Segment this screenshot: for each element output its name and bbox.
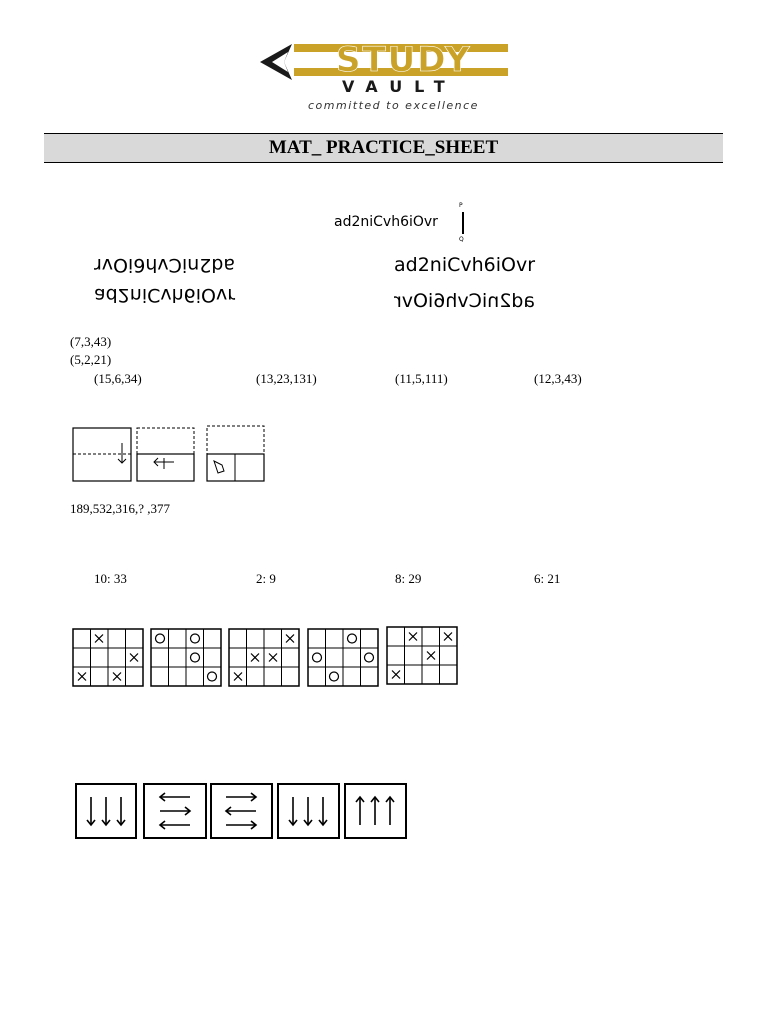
logo-tagline: committed to excellence [308, 99, 479, 112]
arrow-box-2 [144, 784, 206, 838]
logo-brand-top: STUDY [336, 40, 472, 80]
arrow-box-figures [74, 781, 410, 841]
cross-icon [286, 635, 294, 643]
study-vault-logo [258, 38, 512, 114]
ratio-option-1: 10: 33 [94, 571, 127, 586]
series-option-3: (11,5,111) [395, 371, 448, 386]
arrow-right-icon [226, 793, 256, 801]
folded-shape-icon [214, 461, 224, 473]
fold-figure-1 [73, 428, 131, 481]
arrow-box-1 [76, 784, 136, 838]
series-option-4: (12,3,43) [534, 371, 582, 386]
symbol-grid-2 [151, 629, 221, 686]
number-series-question: 189,532,316,? ,377 [70, 501, 171, 516]
arrow-down-icon [87, 797, 95, 825]
ratio-option-4: 6: 21 [534, 571, 561, 586]
cross-icon [392, 671, 400, 679]
symbol-grid-5 [387, 627, 457, 684]
series-given-2: (5,2,21) [70, 352, 112, 367]
arrow-up-icon [386, 797, 394, 825]
symbol-grid-figures [72, 626, 460, 690]
circle-icon [208, 672, 217, 681]
cross-icon [113, 673, 121, 681]
mirror-question-word: ad2niCvh6iOvr [334, 214, 438, 230]
cross-icon [409, 633, 417, 641]
circle-icon [156, 634, 165, 643]
fold-figure-3 [207, 426, 264, 481]
arrow-left-icon [160, 793, 190, 801]
symbol-grid-4 [308, 629, 378, 686]
cross-icon [269, 654, 277, 662]
cross-icon [234, 673, 242, 681]
logo-graphic [258, 38, 512, 114]
series-option-2: (13,23,131) [256, 371, 317, 386]
arrow-left-icon [226, 807, 256, 815]
cross-icon [427, 652, 435, 660]
sheet-title: MAT_ PRACTICE_SHEET [268, 137, 499, 158]
mirror-option-3: ad2niCvh6iOvr [394, 254, 536, 276]
symbol-grid-3 [229, 629, 299, 686]
arrow-box-5 [345, 784, 406, 838]
circle-icon [191, 634, 200, 643]
arrow-down-icon [117, 797, 125, 825]
logo-brand-bottom: VAULT [342, 77, 457, 96]
mirror-option-2: ad2niCvh6iOvr [94, 284, 236, 306]
circle-icon [313, 653, 322, 662]
fold-figure-2 [137, 428, 194, 481]
arrow-up-icon [102, 797, 110, 825]
mirror-axis-line [462, 212, 464, 234]
cross-icon [130, 654, 138, 662]
cross-icon [444, 633, 452, 641]
arrow-left-icon [160, 821, 190, 829]
mirror-axis-top-label: P [459, 202, 463, 209]
series-option-1: (15,6,34) [94, 371, 142, 386]
arrow-right-icon [226, 821, 256, 829]
circle-icon [330, 672, 339, 681]
mirror-option-1: ad2niCvh6iOvr [94, 254, 236, 276]
symbol-grid-1 [73, 629, 143, 686]
circle-icon [191, 653, 200, 662]
sheet-title-bar [44, 133, 723, 163]
arrow-box-3 [211, 784, 272, 838]
ratio-option-3: 8: 29 [395, 571, 422, 586]
arrow-down-icon [304, 797, 312, 825]
series-given-1: (7,3,43) [70, 334, 112, 349]
arrow-down-icon [319, 797, 327, 825]
arrow-down-icon [289, 797, 297, 825]
mirror-axis-bottom-label: Q [459, 236, 464, 243]
circle-icon [365, 653, 374, 662]
mirror-option-4: ad2niCvh6iOvr [394, 290, 536, 312]
arrow-box-4 [278, 784, 339, 838]
arrow-up-icon [371, 797, 379, 825]
arrow-right-icon [160, 807, 190, 815]
cross-icon [251, 654, 259, 662]
cross-icon [95, 635, 103, 643]
ratio-option-2: 2: 9 [256, 571, 276, 586]
circle-icon [348, 634, 357, 643]
arrow-up-icon [356, 797, 364, 825]
cross-icon [78, 673, 86, 681]
paper-folding-figures [72, 425, 268, 483]
